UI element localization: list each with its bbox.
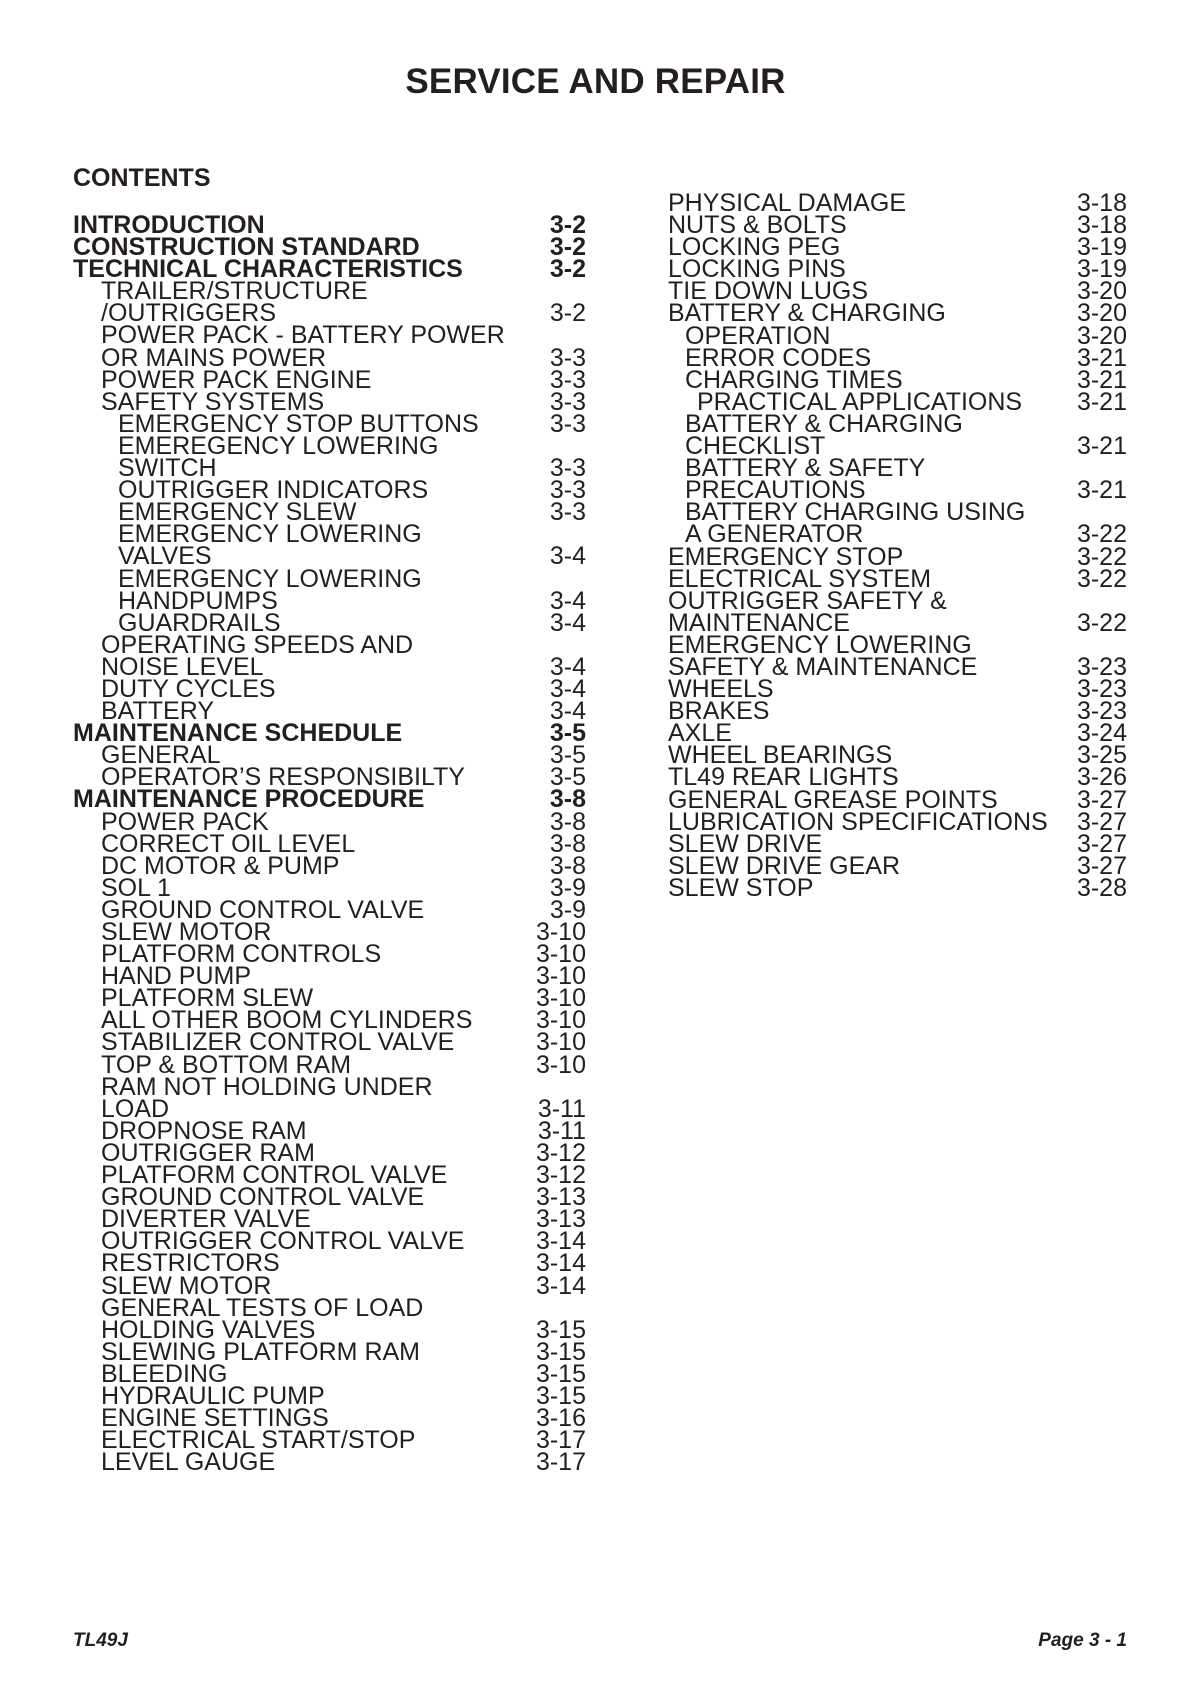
toc-entry-page: 3-17 xyxy=(535,1426,586,1455)
toc-entry-page: 3-2 xyxy=(549,299,586,328)
toc-entry-title: RESTRICTORS xyxy=(101,1249,280,1278)
toc-entry-title: BLEEDING xyxy=(101,1359,228,1388)
toc-entry-title: CHECKLIST xyxy=(685,432,826,461)
toc-entry-title: SAFETY SYSTEMS xyxy=(101,387,325,416)
toc-entry-page: 3-21 xyxy=(1076,432,1127,461)
toc-entry-title: SLEW DRIVE xyxy=(668,829,823,858)
toc-entry-title: NUTS & BOLTS xyxy=(668,211,847,240)
toc-entry-title: DUTY CYCLES xyxy=(101,674,276,703)
toc-entry-title: GROUND CONTROL VALVE xyxy=(101,895,425,924)
toc-entry-title: HAND PUMP xyxy=(101,962,252,991)
toc-entry-title: LUBRICATION SPECIFICATIONS xyxy=(668,807,1048,836)
toc-entry-page: 3-10 xyxy=(535,1050,586,1079)
toc-entry-page: 3-22 xyxy=(1076,542,1127,571)
toc-entry-title: MAINTENANCE xyxy=(668,608,850,637)
toc-entry-page: 3-21 xyxy=(1076,476,1127,505)
toc-entry-page: 3-15 xyxy=(535,1381,586,1410)
toc-entry-page: 3-2 xyxy=(549,233,586,262)
toc-entry-title: NOISE LEVEL xyxy=(101,652,264,681)
toc-entry-page: 3-3 xyxy=(549,365,586,394)
toc-entry-page: 3-28 xyxy=(1076,873,1127,902)
toc-entry-page: 3-15 xyxy=(535,1315,586,1344)
toc-entry-title: AXLE xyxy=(668,719,732,748)
toc-entry-page: 3-22 xyxy=(1076,520,1127,549)
toc-entry-page: 3-17 xyxy=(535,1448,586,1477)
toc-entry-page: 3-14 xyxy=(535,1271,586,1300)
toc-entry-title: GENERAL TESTS OF LOAD xyxy=(101,1293,424,1322)
toc-entry-page: 3-4 xyxy=(549,542,586,571)
toc-entry-title: POWER PACK - BATTERY POWER xyxy=(101,321,505,350)
toc-entry-page: 3-5 xyxy=(549,719,586,748)
toc-entry-title: DIVERTER VALVE xyxy=(101,1205,311,1234)
toc-entry-page: 3-3 xyxy=(549,343,586,372)
toc-entry-page: 3-3 xyxy=(549,498,586,527)
toc-entry-title: BATTERY & CHARGING xyxy=(668,299,946,328)
toc-entry-page: 3-21 xyxy=(1076,365,1127,394)
toc-entry-page: 3-10 xyxy=(535,918,586,946)
toc-entry-title: PHYSICAL DAMAGE xyxy=(668,189,907,217)
toc-entry-page: 3-11 xyxy=(537,1116,586,1145)
toc-entry-title: OPERATOR’S RESPONSIBILTY xyxy=(101,763,465,792)
toc-entry-title: WHEEL BEARINGS xyxy=(668,741,893,770)
toc-entry-page: 3-18 xyxy=(1076,211,1127,240)
toc-entry-title: BRAKES xyxy=(668,697,770,726)
toc-entry-title: HYDRAULIC PUMP xyxy=(101,1381,325,1410)
toc-entry-title: OUTRIGGER CONTROL VALVE xyxy=(101,1227,465,1256)
toc-entry-title: OUTRIGGER RAM xyxy=(101,1138,315,1167)
toc-entry-page: 3-20 xyxy=(1076,321,1127,350)
toc-entry-title: BATTERY & SAFETY xyxy=(685,454,926,483)
toc-entry-page: 3-26 xyxy=(1076,763,1127,792)
toc-entry-page: 3-20 xyxy=(1076,277,1127,306)
toc-entry-page: 3-2 xyxy=(549,211,586,239)
toc-entry-page: 3-23 xyxy=(1076,675,1127,704)
toc-entry-title: POWER PACK xyxy=(101,807,269,836)
toc-entry-page: 3-15 xyxy=(535,1359,586,1388)
toc-entry-page: 3-11 xyxy=(537,1094,586,1123)
toc-entry-title: VALVES xyxy=(118,542,212,571)
toc-entry-page: 3-8 xyxy=(549,829,586,858)
toc-entry-title: TOP & BOTTOM RAM xyxy=(101,1050,352,1079)
toc-entry-title: HOLDING VALVES xyxy=(101,1315,316,1344)
toc-entry-page: 3-27 xyxy=(1076,807,1127,836)
toc-entry-page: 3-8 xyxy=(549,851,586,880)
toc-entry-page: 3-27 xyxy=(1076,829,1127,858)
toc-entry-title: PLATFORM CONTROLS xyxy=(101,940,382,969)
toc-entry-page: 3-10 xyxy=(535,1028,586,1057)
toc-entry-title: WHEELS xyxy=(668,675,774,704)
toc-entry-title: OUTRIGGER SAFETY & xyxy=(668,586,947,615)
toc-entry-title: EMERGENCY STOP xyxy=(668,542,904,571)
toc-entry-title: PRACTICAL APPLICATIONS xyxy=(697,387,1023,416)
toc-entry-title: EMERGENCY SLEW xyxy=(118,498,357,527)
toc-entry-title: EMEREGENCY LOWERING xyxy=(118,431,439,460)
toc-entry-page: 3-3 xyxy=(549,409,586,438)
toc-entry-page: 3-8 xyxy=(549,807,586,836)
page-title: SERVICE AND REPAIR xyxy=(405,62,786,101)
contents-heading: CONTENTS xyxy=(73,164,211,192)
toc-entry-title: LOCKING PINS xyxy=(668,255,846,284)
toc-entry-title: DC MOTOR & PUMP xyxy=(101,851,340,880)
toc-entry-title: MAINTENANCE PROCEDURE xyxy=(73,785,425,814)
toc-entry-page: 3-14 xyxy=(535,1249,586,1278)
toc-entry-page: 3-10 xyxy=(535,984,586,1013)
toc-entry-title: BATTERY CHARGING USING xyxy=(685,498,1026,527)
toc-entry-page: 3-25 xyxy=(1076,741,1127,770)
toc-entry-title: LOAD xyxy=(101,1094,170,1123)
toc-entry-title: BATTERY xyxy=(101,697,214,726)
toc-entry-title: TIE DOWN LUGS xyxy=(668,277,869,306)
toc-entry-title: TECHNICAL CHARACTERISTICS xyxy=(73,255,463,284)
toc-entry-title: /OUTRIGGERS xyxy=(101,299,277,328)
footer-page-number: Page 3 - 1 xyxy=(1038,1630,1127,1651)
toc-entry-page: 3-24 xyxy=(1076,719,1127,748)
toc-entry-title: ENGINE SETTINGS xyxy=(101,1404,329,1433)
toc-entry-title: PLATFORM SLEW xyxy=(101,984,314,1013)
toc-entry-page: 3-10 xyxy=(535,940,586,969)
toc-entry-page: 3-10 xyxy=(535,962,586,991)
toc-entry-page: 3-16 xyxy=(535,1404,586,1433)
toc-entry xyxy=(73,1448,586,1477)
toc-entry-title: PLATFORM CONTROL VALVE xyxy=(101,1161,448,1190)
toc-entry-title: OPERATION xyxy=(685,321,831,350)
toc-entry-page: 3-3 xyxy=(549,454,586,483)
toc-entry-title: PRECAUTIONS xyxy=(685,476,866,505)
toc-entry-page: 3-20 xyxy=(1076,299,1127,328)
toc-entry-page: 3-12 xyxy=(535,1138,586,1167)
toc-entry-title: SLEW STOP xyxy=(668,873,814,902)
toc-entry-title: OPERATING SPEEDS AND xyxy=(101,630,414,659)
toc-entry-page: 3-5 xyxy=(549,763,586,792)
toc-entry-page: 3-21 xyxy=(1076,343,1127,372)
toc-entry-title: A GENERATOR xyxy=(685,520,864,549)
toc-entry-title: GROUND CONTROL VALVE xyxy=(101,1183,425,1212)
toc-entry-title: ERROR CODES xyxy=(685,343,872,372)
toc-entry-page: 3-4 xyxy=(549,697,586,726)
toc-entry-page: 3-19 xyxy=(1076,255,1127,284)
toc-entry-title: BATTERY & CHARGING xyxy=(685,409,963,438)
toc-left-column xyxy=(73,211,586,1477)
toc-entry-title: HANDPUMPS xyxy=(118,586,278,615)
toc-entry-page: 3-21 xyxy=(1076,387,1127,416)
toc-entry-title: OUTRIGGER INDICATORS xyxy=(118,476,429,505)
toc-entry-page: 3-2 xyxy=(549,255,586,284)
toc-entry-page: 3-22 xyxy=(1076,564,1127,593)
toc-entry xyxy=(640,873,1127,902)
toc-entry-title: LEVEL GAUGE xyxy=(101,1448,276,1477)
toc-entry-title: CORRECT OIL LEVEL xyxy=(101,829,356,858)
toc-entry-page: 3-4 xyxy=(549,652,586,681)
toc-entry-title: ELECTRICAL START/STOP xyxy=(101,1426,416,1455)
toc-entry-page: 3-4 xyxy=(549,674,586,703)
toc-entry-title: LOCKING PEG xyxy=(668,233,841,262)
toc-entry-title: MAINTENANCE SCHEDULE xyxy=(73,719,403,748)
toc-entry-title: SLEWING PLATFORM RAM xyxy=(101,1337,421,1366)
toc-entry-page: 3-22 xyxy=(1076,608,1127,637)
toc-entry-title: SLEW MOTOR xyxy=(101,918,272,946)
toc-entry-title: CHARGING TIMES xyxy=(685,365,903,394)
toc-entry-page: 3-13 xyxy=(535,1205,586,1234)
toc-entry-title: GENERAL GREASE POINTS xyxy=(668,785,998,814)
toc-entry-page: 3-5 xyxy=(549,741,586,770)
toc-entry-page: 3-3 xyxy=(549,476,586,505)
toc-entry-title: INTRODUCTION xyxy=(73,211,265,239)
toc-entry-title: EMERGENCY LOWERING xyxy=(118,520,422,549)
toc-entry-title: SOL 1 xyxy=(101,873,171,902)
toc-entry-title: ELECTRICAL SYSTEM xyxy=(668,564,932,593)
toc-entry-page: 3-8 xyxy=(549,785,586,814)
toc-entry-page: 3-27 xyxy=(1076,851,1127,880)
toc-entry-page: 3-4 xyxy=(549,608,586,637)
toc-entry-page: 3-3 xyxy=(549,387,586,416)
toc-entry-page: 3-27 xyxy=(1076,785,1127,814)
toc-entry-title: CONSTRUCTION STANDARD xyxy=(73,233,420,262)
toc-entry-page: 3-23 xyxy=(1076,697,1127,726)
toc-entry-page: 3-14 xyxy=(535,1227,586,1256)
toc-entry-title: ALL OTHER BOOM CYLINDERS xyxy=(101,1006,473,1035)
toc-entry-title: OR MAINS POWER xyxy=(101,343,327,372)
toc-entry-title: SAFETY & MAINTENANCE xyxy=(668,652,978,681)
footer-model: TL49J xyxy=(73,1630,128,1651)
toc-entry-title: GUARDRAILS xyxy=(118,608,281,637)
toc-entry-title: STABILIZER CONTROL VALVE xyxy=(101,1028,455,1057)
toc-entry-title: RAM NOT HOLDING UNDER xyxy=(101,1072,433,1101)
toc-entry-title: TRAILER/STRUCTURE xyxy=(101,277,368,306)
toc-entry-title: EMERGENCY LOWERING xyxy=(118,564,422,593)
toc-entry-page: 3-18 xyxy=(1076,189,1127,217)
toc-entry-title: GENERAL xyxy=(101,741,221,770)
toc-entry-page: 3-15 xyxy=(535,1337,586,1366)
toc-entry-title: SLEW MOTOR xyxy=(101,1271,272,1300)
toc-entry-title: EMERGENCY LOWERING xyxy=(668,630,972,659)
toc-right-column xyxy=(640,189,1127,902)
toc-entry-page: 3-9 xyxy=(549,895,586,924)
toc-entry-title: EMERGENCY STOP BUTTONS xyxy=(118,409,479,438)
toc-entry-page: 3-12 xyxy=(535,1161,586,1190)
toc-entry-page: 3-23 xyxy=(1076,652,1127,681)
toc-entry-page: 3-9 xyxy=(549,873,586,902)
toc-entry-title: DROPNOSE RAM xyxy=(101,1116,307,1145)
toc-entry-page: 3-4 xyxy=(549,586,586,615)
toc-entry-title: SWITCH xyxy=(118,454,217,483)
toc-entry-page: 3-13 xyxy=(535,1183,586,1212)
toc-entry-title: TL49 REAR LIGHTS xyxy=(668,763,899,792)
toc-entry-page: 3-10 xyxy=(535,1006,586,1035)
toc-entry-title: POWER PACK ENGINE xyxy=(101,365,372,394)
toc-entry-page: 3-19 xyxy=(1076,233,1127,262)
toc-entry-title: SLEW DRIVE GEAR xyxy=(668,851,900,880)
